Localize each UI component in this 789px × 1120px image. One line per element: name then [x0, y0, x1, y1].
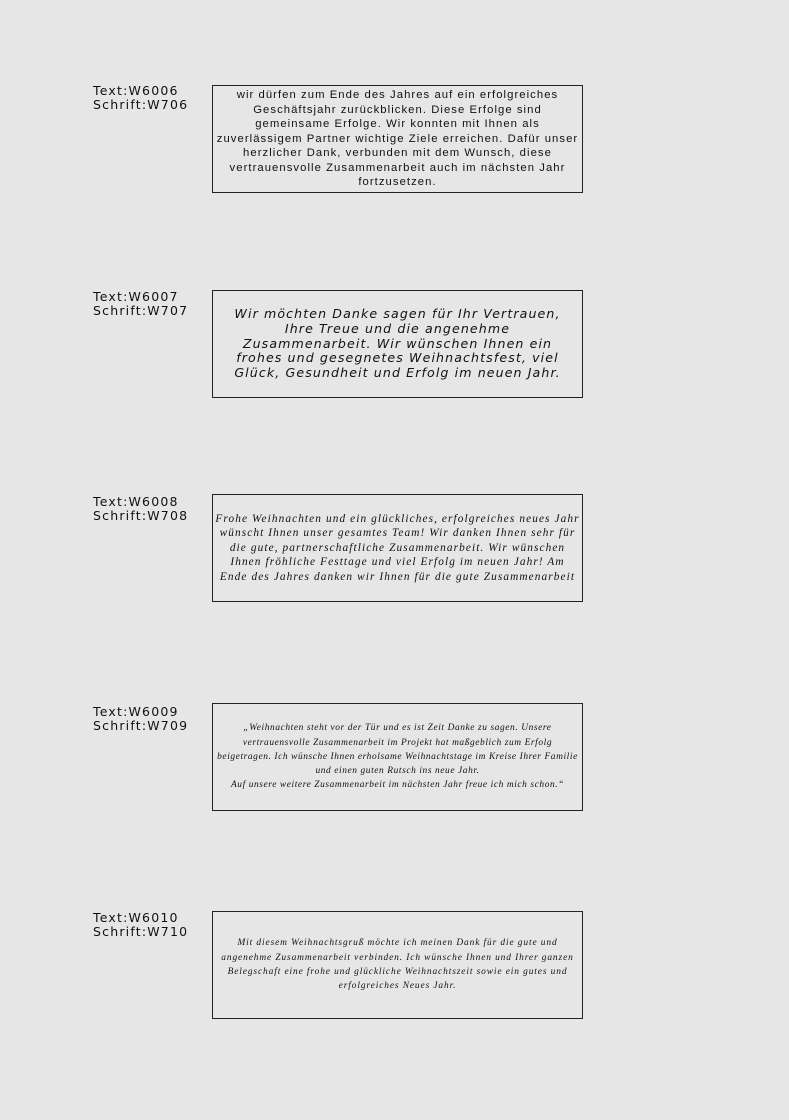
font-code: Schrift:W707 — [93, 303, 189, 318]
preview-text-closing: Auf unsere weitere Zusammenarbeit im nächsten Jahr freue ich mich schon.“ — [230, 780, 565, 791]
preview-text: „Weihnachten steht vor der Tür und es ist Zeit Danke zu sagen. Unsere vertrauensvolle Zusammenarbeit im Projekt hat maßgeblich zum Erfolg beigetragen. Ich wünsche Ihnen erholsame Weihnachtstage im Kreise Ihrer Familie und einen guten Rutsch ins neue Jahr. — [217, 723, 578, 777]
text-preview-box — [212, 911, 583, 1019]
font-code: Schrift:W710 — [93, 924, 189, 939]
entry-label — [93, 84, 188, 112]
text-code: Text:W6007 — [93, 289, 179, 304]
entry-label — [93, 911, 188, 939]
text-preview-box — [212, 290, 583, 398]
font-code: Schrift:W706 — [93, 97, 189, 112]
entry-label — [93, 495, 188, 523]
text-code: Text:W6008 — [93, 494, 179, 509]
entry-label — [93, 290, 188, 318]
preview-text: Wir möchten Danke sagen für Ihr Vertrauen, Ihre Treue und die angenehme Zusammenarbeit. Wir wünschen Ihnen ein frohes und gesegnetes Weihnachtsfest, viel Glück, Gesundheit und Erfolg im neuen Jahr. — [234, 306, 561, 381]
text-code: Text:W6010 — [93, 910, 179, 925]
font-code: Schrift:W708 — [93, 508, 189, 523]
text-code: Text:W6006 — [93, 83, 179, 98]
entry-label — [93, 705, 188, 733]
text-code: Text:W6009 — [93, 704, 179, 719]
preview-text: Frohe Weihnachten und ein glückliches, erfolgreiches neues Jahr wünscht Ihnen unser gesamtes Team! Wir danken Ihnen sehr für die gute, partnerschaftliche Zusammenarbeit. Wir wünschen Ihnen fröhliche Festtage und viel Erfolg im neuen Jahr! Am Ende des Jahres danken wir Ihnen für die gute Zusammenarbeit — [215, 512, 580, 583]
text-preview-box — [212, 703, 583, 811]
text-preview-box — [212, 85, 583, 193]
font-code: Schrift:W709 — [93, 718, 189, 733]
text-preview-box — [212, 494, 583, 602]
preview-text: wir dürfen zum Ende des Jahres auf ein erfolgreiches Geschäftsjahr zurückblicken. Diese Erfolge sind gemeinsame Erfolge. Wir konnten mit Ihnen als zuverlässigem Partner wichtige Ziele erreichen. Dafür unser herzlicher Dank, verbunden mit dem Wunsch, diese vertrauensvolle Zusammenarbeit auch im nächsten Jahr fortzusetzen. — [216, 88, 579, 189]
preview-text: Mit diesem Weihnachtsgruß möchte ich meinen Dank für die gute und angenehme Zusammenarbeit verbinden. Ich wünsche Ihnen und Ihrer ganzen Belegschaft eine frohe und glückliche Weihnachtszeit sowie ein gutes und erfolgreiches Neues Jahr. — [221, 938, 574, 992]
